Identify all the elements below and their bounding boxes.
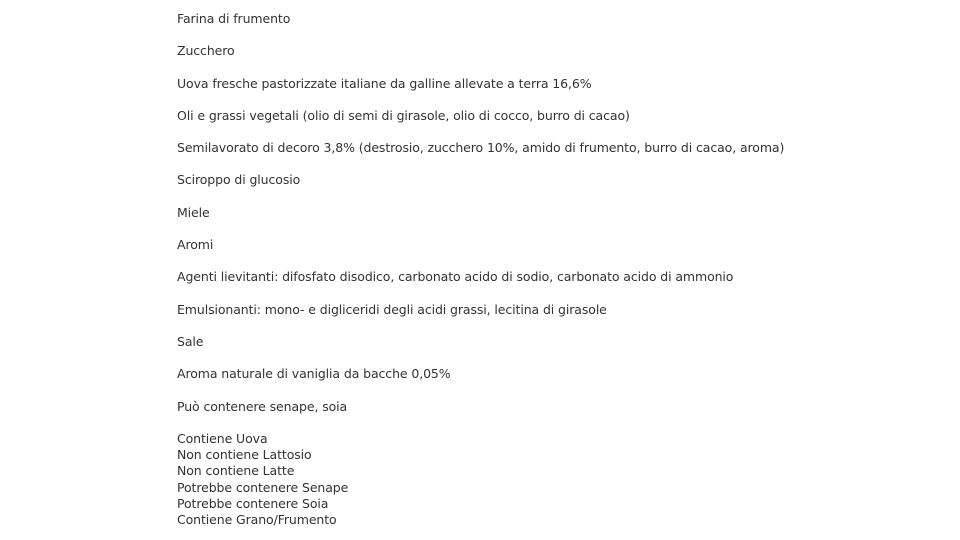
ingredient-item: Agenti lievitanti: difosfato disodico, carbonato acido di sodio, carbonato acido di ammonio <box>177 269 734 285</box>
allergen-item: Potrebbe contenere Soia <box>177 495 329 511</box>
allergen-item: Non contiene Lattosio <box>177 447 312 463</box>
allergen-item: Contiene Uova <box>177 431 268 446</box>
ingredient-item: Sale <box>177 333 204 349</box>
ingredient-item: Sciroppo di glucosio <box>177 172 301 188</box>
ingredient-item: Uova fresche pastorizzate italiane da galline allevate a terra 16,6% <box>177 75 592 91</box>
ingredient-item: Aroma naturale di vaniglia da bacche 0,05% <box>177 366 451 382</box>
ingredient-item: Aromi <box>177 237 214 253</box>
ingredient-item: Può contenere senape, soia <box>177 398 348 414</box>
ingredient-item: Oli e grassi vegetali (olio di semi di girasole, olio di cocco, burro di cacao) <box>177 107 630 123</box>
allergen-item: Non contiene Latte <box>177 463 295 479</box>
ingredient-item: Semilavorato di decoro 3,8% (destrosio, zucchero 10%, amido di frumento, burro di cacao, aroma) <box>177 140 785 156</box>
ingredients-list <box>177 11 784 431</box>
allergen-item: Contiene Grano/Frumento <box>177 512 337 528</box>
allergen-item: Potrebbe contenere Senape <box>177 479 349 495</box>
ingredient-item: Farina di frumento <box>177 11 291 26</box>
ingredient-item: Zucchero <box>177 43 235 59</box>
allergen-list <box>177 431 348 528</box>
ingredient-item: Emulsionanti: mono- e digliceridi degli acidi grassi, lecitina di girasole <box>177 301 607 317</box>
ingredient-item: Miele <box>177 204 210 220</box>
